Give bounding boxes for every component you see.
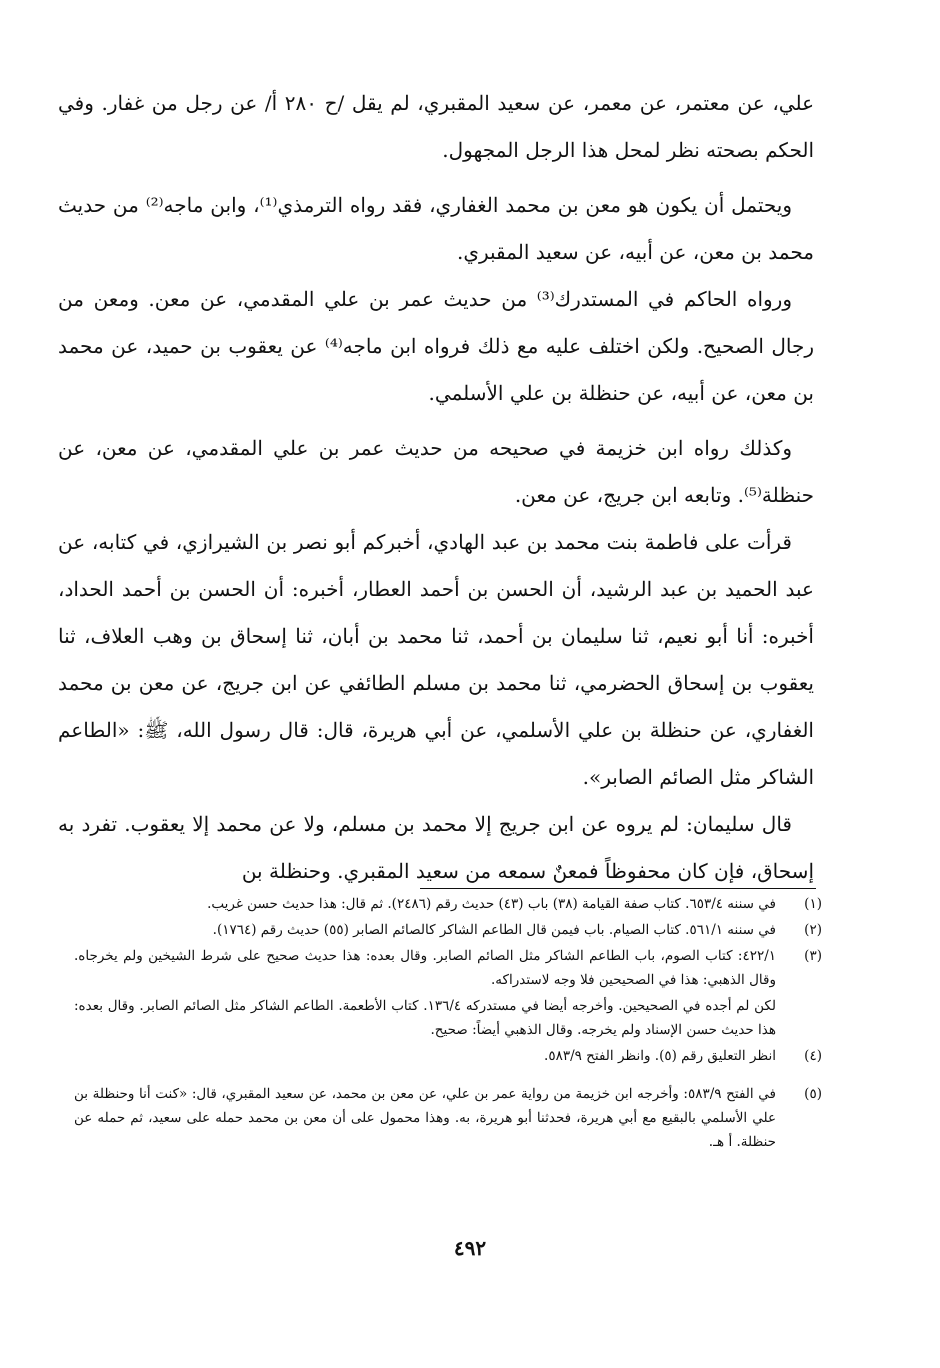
footnote-text: ٤٢٢/١: كتاب الصوم، باب الطاعم الشاكر مثل الصائم الصابر. وقال بعده: هذا حديث صحيح على شرط الشيخين ولم يخرجاه. وقال الذهبي: هذا في الصحيحين فلا وجه لاستدراكه. xyxy=(74,948,776,988)
paragraph-5: قرأت على فاطمة بنت محمد بن عبد الهادي، أخبركم أبو نصر بن الشيرازي، في كتابه، عن عبد الحميد بن عبد الرشيد، أن الحسن بن أحمد العطار، أخبره: أن الحسن بن أحمد الحداد، أخبره: أنا أبو نعيم، ثنا سليمان بن أحمد، ثنا محمد بن أبان، ثنا إسحاق بن وهب العلاف، ثنا يعقوب بن إسحاق الحضرمي، ثنا محمد بن مسلم الطائفي عن ابن جريج، عن معن بن محمد الغفاري، عن حنظلة بن علي الأسلمي، عن أبي هريرة، قال: قال رسول الله، ﷺ: «الطاعم الشاكر مثل الصائم الصابر». xyxy=(58,530,814,789)
paragraph-1: علي، عن معتمر، عن معمر، عن سعيد المقبري، لم يقل /ح ٢٨٠ أ/ عن رجل من غفار. وفي الحكم بصحته نظر لمحل هذا الرجل المجهول. xyxy=(58,91,815,162)
footnote-number: (٥) xyxy=(804,1086,822,1102)
footnote-number: (٢) xyxy=(804,922,822,938)
footnote-number: (٣) xyxy=(804,948,822,964)
footnote-3-continued xyxy=(74,994,822,1042)
footnote-text: انظر التعليق رقم (٥). وانظر الفتح ٥٨٣/٩. xyxy=(544,1048,776,1064)
paragraph-3: ورواه الحاكم في المستدرك⁽³⁾ من حديث عمر بن علي المقدمي، عن معن. ومعن من رجال الصحيح. ولكن اختلف عليه مع ذلك فرواه ابن ماجه⁽⁴⁾ عن يعقوب بن حميد، عن محمد بن معن، عن أبيه، عن حنظلة بن علي الأسلمي. xyxy=(58,287,814,405)
page-number: ٤٩٢ xyxy=(453,1236,487,1260)
footnote-2 xyxy=(74,918,822,942)
paragraph-2: ويحتمل أن يكون هو معن بن محمد الغفاري، فقد رواه الترمذي⁽¹⁾، وابن ماجه⁽²⁾ من حديث محمد بن معن، عن أبيه، عن سعيد المقبري. xyxy=(58,193,814,264)
footnote-3 xyxy=(74,944,822,992)
paragraph-4: وكذلك رواه ابن خزيمة في صحيحه من حديث عمر بن علي المقدمي، عن معن، عن حنظلة⁽⁵⁾. وتابعه ابن جريج، عن معن. xyxy=(58,436,814,507)
footnotes xyxy=(74,892,822,1156)
footnote-1 xyxy=(74,892,822,916)
footnote-4 xyxy=(74,1044,822,1068)
footnote-number: (١) xyxy=(804,896,822,912)
main-text xyxy=(58,80,814,895)
footnote-text: في سننه ٥٦١/١. كتاب الصيام. باب فيمن قال الطاعم الشاكر كالصائم الصابر (٥٥) حديث رقم (١٧٦٤). xyxy=(212,922,776,938)
footnote-text: في الفتح ٥٨٣/٩: وأخرجه ابن خزيمة من رواية عمر بن علي، عن معن بن محمد، عن سعيد المقبري، قال: «كنت أنا وحنظلة بن علي الأسلمي بالبقيع مع أبي هريرة، فحدثنا أبو هريرة، به. وهذا محمول على أن معن بن محمد حمله على سعيد، ثم حمله عن حنظلة. أ هـ. xyxy=(74,1086,776,1150)
footnote-5 xyxy=(74,1082,822,1154)
footnote-divider xyxy=(420,888,816,889)
footnote-text: في سننه ٦٥٣/٤. كتاب صفة القيامة (٣٨) باب (٤٣) حديث رقم (٢٤٨٦). ثم قال: هذا حديث حسن غريب. xyxy=(207,896,776,912)
footnote-number: (٤) xyxy=(804,1048,822,1064)
footnote-number xyxy=(776,994,822,1042)
footnote-text: لكن لم أجده في الصحيحين. وأخرجه أيضا في مستدركه ١٣٦/٤. كتاب الأطعمة. الطاعم الشاكر مثل الصائم الصابر. وقال بعده: هذا حديث حسن الإسناد ولم يخرجه. وقال الذهبي أيضاً: صحيح. xyxy=(74,998,776,1038)
paragraph-6: قال سليمان: لم يروه عن ابن جريج إلا محمد بن مسلم، ولا عن محمد إلا يعقوب. تفرد به إسحاق، فإن كان محفوظاً فمعنٌ سمعه من سعيد المقبري. وحنظلة بن xyxy=(58,812,814,883)
